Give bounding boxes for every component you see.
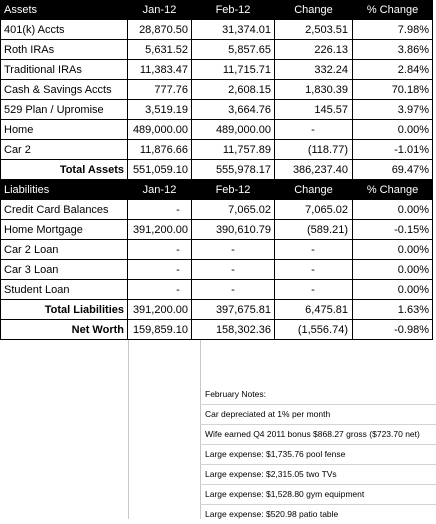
value-cell[interactable]: 0.00%: [353, 200, 433, 220]
value-cell[interactable]: 1.63%: [353, 300, 433, 320]
table-row: [0, 240, 433, 260]
value-cell[interactable]: 3,519.19: [128, 100, 192, 120]
value-cell[interactable]: 0.00%: [353, 260, 433, 280]
total-liabilities-row: [0, 300, 433, 320]
value-cell[interactable]: 3,664.76: [192, 100, 275, 120]
value-cell[interactable]: 391,200.00: [128, 300, 192, 320]
note-item[interactable]: Large expense: $1,528.80 gym equipment: [205, 489, 365, 499]
value-cell[interactable]: 158,302.36: [192, 320, 275, 340]
february-notes: [204, 384, 436, 524]
value-cell[interactable]: 31,374.01: [192, 20, 275, 40]
table-row: [0, 200, 433, 220]
header-cell[interactable]: Assets: [0, 0, 128, 20]
value-cell[interactable]: 777.76: [128, 80, 192, 100]
value-cell[interactable]: 555,978.17: [192, 160, 275, 180]
label-cell[interactable]: 529 Plan / Upromise: [0, 100, 128, 120]
value-cell[interactable]: 7,065.02: [192, 200, 275, 220]
table-row: [0, 280, 433, 300]
value-cell[interactable]: 386,237.40: [275, 160, 353, 180]
value-cell[interactable]: 3.97%: [353, 100, 433, 120]
value-cell[interactable]: 2.84%: [353, 60, 433, 80]
label-cell[interactable]: Student Loan: [0, 280, 128, 300]
label-cell[interactable]: Home Mortgage: [0, 220, 128, 240]
table-row: [0, 120, 433, 140]
note-item[interactable]: Wife earned Q4 2011 bonus $868.27 gross ($723.70 net): [205, 429, 420, 439]
table-row: [0, 140, 433, 160]
grid-line: [128, 340, 129, 519]
value-cell[interactable]: -: [192, 240, 275, 260]
grid-line: [200, 340, 201, 519]
value-cell[interactable]: 0.00%: [353, 120, 433, 140]
value-cell[interactable]: 391,200.00: [128, 220, 192, 240]
value-cell[interactable]: 2,608.15: [192, 80, 275, 100]
label-cell[interactable]: Traditional IRAs: [0, 60, 128, 80]
table-row: [0, 220, 433, 240]
value-cell[interactable]: 2,503.51: [275, 20, 353, 40]
header-cell[interactable]: Feb-12: [192, 180, 275, 200]
table-row: [0, 40, 433, 60]
value-cell[interactable]: -: [275, 260, 353, 280]
value-cell[interactable]: 1,830.39: [275, 80, 353, 100]
value-cell[interactable]: 489,000.00: [192, 120, 275, 140]
label-cell[interactable]: Car 2: [0, 140, 128, 160]
note-item[interactable]: Large expense: $2,315.05 two TVs: [205, 469, 337, 479]
header-cell[interactable]: Change: [275, 180, 353, 200]
assets-header-row: [0, 0, 433, 20]
total-assets-row: [0, 160, 433, 180]
value-cell[interactable]: (589.21): [275, 220, 353, 240]
value-cell[interactable]: -0.98%: [353, 320, 433, 340]
value-cell[interactable]: 0.00%: [353, 240, 433, 260]
value-cell[interactable]: 11,383.47: [128, 60, 192, 80]
value-cell[interactable]: 7.98%: [353, 20, 433, 40]
value-cell[interactable]: -: [128, 200, 192, 220]
value-cell[interactable]: 5,631.52: [128, 40, 192, 60]
label-cell[interactable]: Car 2 Loan: [0, 240, 128, 260]
header-cell[interactable]: Jan-12: [128, 0, 192, 20]
note-item[interactable]: Large expense: $520.98 patio table: [205, 509, 339, 519]
table-row: [0, 80, 433, 100]
value-cell[interactable]: 11,715.71: [192, 60, 275, 80]
value-cell[interactable]: (118.77): [275, 140, 353, 160]
value-cell[interactable]: 390,610.79: [192, 220, 275, 240]
header-cell[interactable]: Liabilities: [0, 180, 128, 200]
table-row: [0, 100, 433, 120]
net-worth-label[interactable]: Net Worth: [0, 320, 128, 340]
note-title[interactable]: February Notes:: [205, 389, 266, 399]
value-cell[interactable]: 11,757.89: [192, 140, 275, 160]
value-cell[interactable]: 3.86%: [353, 40, 433, 60]
label-cell[interactable]: Home: [0, 120, 128, 140]
value-cell[interactable]: 6,475.81: [275, 300, 353, 320]
liabilities-header-row: [0, 180, 433, 200]
value-cell[interactable]: (1,556.74): [275, 320, 353, 340]
value-cell[interactable]: 145.57: [275, 100, 353, 120]
value-cell[interactable]: -: [128, 280, 192, 300]
value-cell[interactable]: 5,857.65: [192, 40, 275, 60]
value-cell[interactable]: -: [275, 240, 353, 260]
value-cell[interactable]: -0.15%: [353, 220, 433, 240]
value-cell[interactable]: 70.18%: [353, 80, 433, 100]
value-cell[interactable]: 69.47%: [353, 160, 433, 180]
value-cell[interactable]: 397,675.81: [192, 300, 275, 320]
total-label[interactable]: Total Assets: [0, 160, 128, 180]
value-cell[interactable]: 0.00%: [353, 280, 433, 300]
value-cell[interactable]: 226.13: [275, 40, 353, 60]
value-cell[interactable]: -: [192, 280, 275, 300]
value-cell[interactable]: -: [275, 280, 353, 300]
value-cell[interactable]: -1.01%: [353, 140, 433, 160]
total-label[interactable]: Total Liabilities: [0, 300, 128, 320]
value-cell[interactable]: 332.24: [275, 60, 353, 80]
value-cell[interactable]: -: [275, 120, 353, 140]
value-cell[interactable]: -: [128, 240, 192, 260]
header-cell[interactable]: Jan-12: [128, 180, 192, 200]
note-item[interactable]: Large expense: $1,735.76 pool fense: [205, 449, 346, 459]
table-row: [0, 20, 433, 40]
header-cell[interactable]: Change: [275, 0, 353, 20]
label-cell[interactable]: Car 3 Loan: [0, 260, 128, 280]
label-cell[interactable]: 401(k) Accts: [0, 20, 128, 40]
value-cell[interactable]: 28,870.50: [128, 20, 192, 40]
label-cell[interactable]: Roth IRAs: [0, 40, 128, 60]
value-cell[interactable]: 159,859.10: [128, 320, 192, 340]
value-cell[interactable]: -: [192, 260, 275, 280]
header-cell[interactable]: % Change: [353, 180, 433, 200]
value-cell[interactable]: 11,876.66: [128, 140, 192, 160]
value-cell[interactable]: -: [128, 260, 192, 280]
table-row: [0, 60, 433, 80]
header-cell[interactable]: % Change: [353, 0, 433, 20]
table-row: [0, 260, 433, 280]
label-cell[interactable]: Credit Card Balances: [0, 200, 128, 220]
value-cell[interactable]: 551,059.10: [128, 160, 192, 180]
note-item[interactable]: Car depreciated at 1% per month: [205, 409, 331, 419]
net-worth-row: [0, 320, 433, 340]
header-cell[interactable]: Feb-12: [192, 0, 275, 20]
value-cell[interactable]: 489,000.00: [128, 120, 192, 140]
label-cell[interactable]: Cash & Savings Accts: [0, 80, 128, 100]
value-cell[interactable]: 7,065.02: [275, 200, 353, 220]
